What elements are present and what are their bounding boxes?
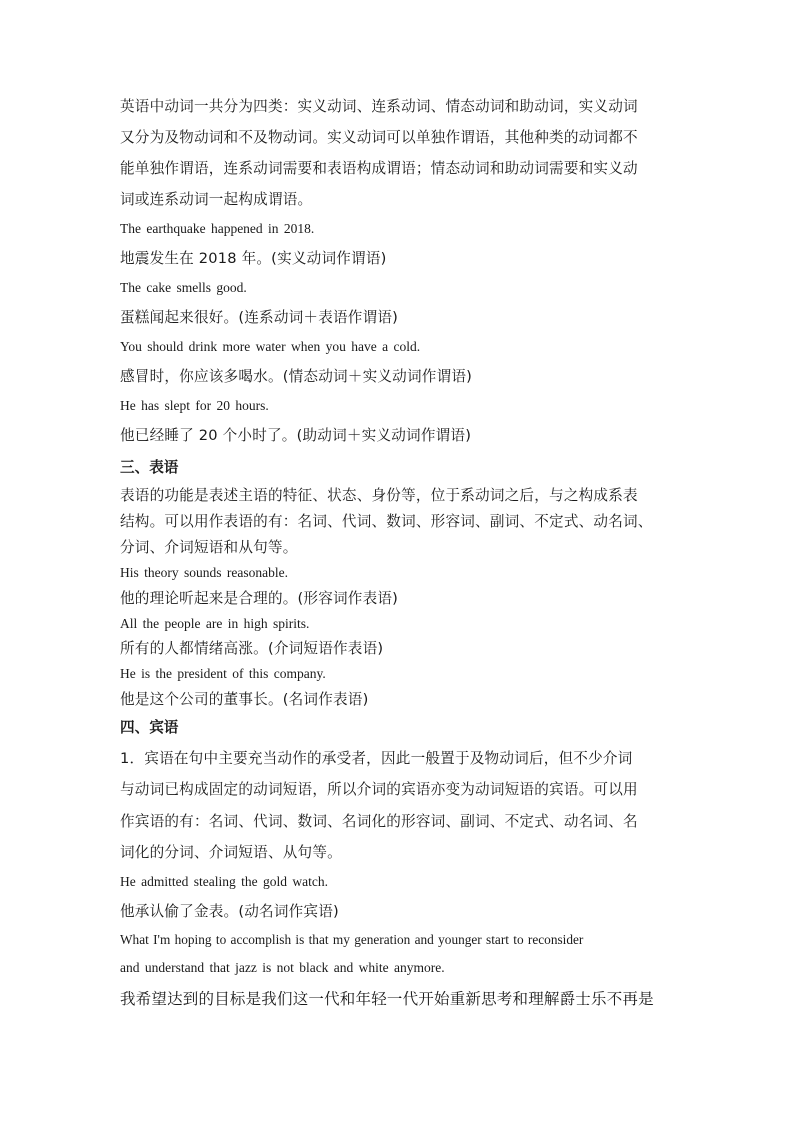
paragraph-line: 英语中动词一共分为四类：实义动词、连系动词、情态动词和助动词，实义动词 bbox=[120, 98, 638, 115]
chinese-translation: 地震发生在 2018 年。(实义动词作谓语) bbox=[120, 250, 387, 267]
chinese-translation: 他的理论听起来是合理的。(形容词作表语) bbox=[120, 590, 399, 607]
chinese-translation: 我希望达到的目标是我们这一代和年轻一代开始重新思考和理解爵士乐不再是 bbox=[120, 990, 654, 1008]
chinese-translation: 他是这个公司的董事长。(名词作表语) bbox=[120, 691, 369, 708]
chinese-translation: 所有的人都情绪高涨。(介词短语作表语) bbox=[120, 640, 384, 657]
english-example: He is the president of this company. bbox=[120, 666, 326, 681]
paragraph-line: 分词、介词短语和从句等。 bbox=[120, 539, 298, 556]
paragraph-line: 表语的功能是表述主语的特征、状态、身份等，位于系动词之后，与之构成系表 bbox=[120, 487, 638, 504]
english-example: All the people are in high spirits. bbox=[120, 616, 310, 631]
english-example: What I'm hoping to accomplish is that my generation and younger start to reconsider bbox=[120, 932, 584, 947]
chinese-translation: 他承认偷了金表。(动名词作宾语) bbox=[120, 903, 339, 920]
section-heading: 四、宾语 bbox=[120, 719, 179, 736]
chinese-translation: 感冒时，你应该多喝水。(情态动词＋实义动词作谓语) bbox=[120, 368, 473, 385]
english-example: His theory sounds reasonable. bbox=[120, 565, 288, 580]
chinese-translation: 他已经睡了 20 个小时了。(助动词＋实义动词作谓语) bbox=[120, 427, 472, 444]
paragraph-line: 与动词已构成固定的动词短语，所以介词的宾语亦变为动词短语的宾语。可以用 bbox=[120, 781, 638, 798]
english-example: The earthquake happened in 2018. bbox=[120, 221, 315, 236]
english-example: You should drink more water when you have a cold. bbox=[120, 339, 421, 354]
english-example: He admitted stealing the gold watch. bbox=[120, 874, 328, 889]
section-heading: 三、表语 bbox=[120, 459, 179, 476]
chinese-translation: 蛋糕闻起来很好。(连系动词＋表语作谓语) bbox=[120, 309, 399, 326]
paragraph-line: 词或连系动词一起构成谓语。 bbox=[120, 191, 313, 208]
english-example: and understand that jazz is not black and white anymore. bbox=[120, 960, 445, 975]
english-example: The cake smells good. bbox=[120, 280, 247, 295]
paragraph-line: 词化的分词、介词短语、从句等。 bbox=[120, 844, 342, 861]
paragraph-line: 结构。可以用作表语的有：名词、代词、数词、形容词、副词、不定式、动名词、 bbox=[120, 513, 653, 530]
paragraph-line: 能单独作谓语，连系动词需要和表语构成谓语；情态动词和助动词需要和实义动 bbox=[120, 160, 638, 177]
english-example: He has slept for 20 hours. bbox=[120, 398, 269, 413]
paragraph-line: 作宾语的有：名词、代词、数词、名词化的形容词、副词、不定式、动名词、名 bbox=[120, 813, 638, 830]
paragraph-line: 1．宾语在句中主要充当动作的承受者，因此一般置于及物动词后，但不少介词 bbox=[120, 750, 633, 767]
paragraph-line: 又分为及物动词和不及物动词。实义动词可以单独作谓语，其他种类的动词都不 bbox=[120, 129, 638, 146]
